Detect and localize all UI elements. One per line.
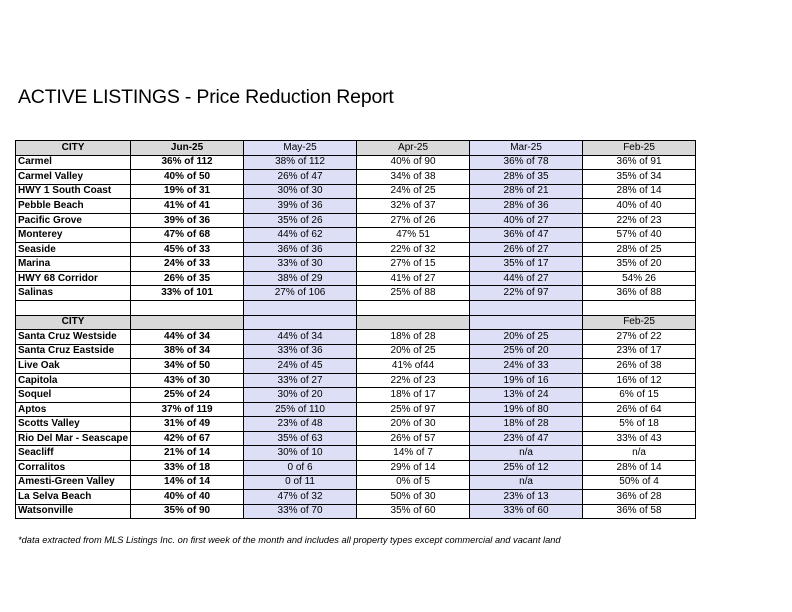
month-value: 26% of 57 (357, 431, 470, 446)
table-row (16, 490, 696, 505)
table-row (16, 286, 696, 301)
month-value: 35% of 26 (244, 213, 357, 228)
month-value: 28% of 36 (470, 199, 583, 214)
spacer-cell (470, 301, 583, 316)
month-value: 35% of 20 (583, 257, 696, 272)
month-value: 25% of 12 (470, 461, 583, 476)
month-value: 34% of 38 (357, 170, 470, 185)
month-value: 40% of 40 (583, 199, 696, 214)
city-name: HWY 68 Corridor (16, 271, 131, 286)
month-value: 23% of 17 (583, 344, 696, 359)
month-value: 27% of 26 (357, 213, 470, 228)
table-row (16, 242, 696, 257)
month-value: 45% of 33 (131, 242, 244, 257)
table-row (16, 359, 696, 374)
month-value: 29% of 14 (357, 461, 470, 476)
month-value: 40% of 50 (131, 170, 244, 185)
table-row (16, 446, 696, 461)
city-name: Monterey (16, 228, 131, 243)
table-row (16, 431, 696, 446)
month-value: 35% of 90 (131, 504, 244, 519)
month-value: 25% of 20 (470, 344, 583, 359)
table-row (16, 257, 696, 272)
month-value: 6% of 15 (583, 388, 696, 403)
month-value: 35% of 60 (357, 504, 470, 519)
month-value: 40% of 90 (357, 155, 470, 170)
month-value: 36% of 88 (583, 286, 696, 301)
month-value: 13% of 24 (470, 388, 583, 403)
city-name: Rio Del Mar - Seascape (16, 431, 131, 446)
month-value: 28% of 14 (583, 461, 696, 476)
month-value: 41% of44 (357, 359, 470, 374)
month-value: 18% of 17 (357, 388, 470, 403)
month-value: 30% of 30 (244, 184, 357, 199)
month-value: 44% of 34 (244, 330, 357, 345)
city-name: Seacliff (16, 446, 131, 461)
month-value: 57% of 40 (583, 228, 696, 243)
month-value: 36% of 78 (470, 155, 583, 170)
table-row (16, 388, 696, 403)
month-value: 33% of 70 (244, 504, 357, 519)
month-value: 34% of 50 (131, 359, 244, 374)
month-value: 33% of 30 (244, 257, 357, 272)
month-value: 36% of 36 (244, 242, 357, 257)
month-value: 38% of 112 (244, 155, 357, 170)
table-row (16, 199, 696, 214)
column-header-month: Feb-25 (583, 141, 696, 156)
month-value: 0 of 6 (244, 461, 357, 476)
column-header-month (244, 315, 357, 330)
city-name: La Selva Beach (16, 490, 131, 505)
month-value: 16% of 12 (583, 373, 696, 388)
city-name: Carmel (16, 155, 131, 170)
city-name: Marina (16, 257, 131, 272)
table-row (16, 330, 696, 345)
city-name: Pebble Beach (16, 199, 131, 214)
month-value: 19% of 16 (470, 373, 583, 388)
month-value: 36% of 91 (583, 155, 696, 170)
city-name: Pacific Grove (16, 213, 131, 228)
month-value: 33% of 18 (131, 461, 244, 476)
month-value: 42% of 67 (131, 431, 244, 446)
month-value: 44% of 62 (244, 228, 357, 243)
column-header-city: CITY (16, 141, 131, 156)
month-value: 26% of 35 (131, 271, 244, 286)
month-value: 44% of 27 (470, 271, 583, 286)
city-name: HWY 1 South Coast (16, 184, 131, 199)
city-name: Soquel (16, 388, 131, 403)
month-value: 18% of 28 (357, 330, 470, 345)
month-value: 19% of 80 (470, 402, 583, 417)
month-value: 20% of 25 (470, 330, 583, 345)
month-value: 47% 51 (357, 228, 470, 243)
month-value: 28% of 35 (470, 170, 583, 185)
city-name: Corralitos (16, 461, 131, 476)
column-header-month: Jun-25 (131, 141, 244, 156)
spacer-cell (16, 301, 131, 316)
month-value: 39% of 36 (131, 213, 244, 228)
column-header-city: CITY (16, 315, 131, 330)
month-value: 38% of 34 (131, 344, 244, 359)
month-value: 44% of 34 (131, 330, 244, 345)
table-row (16, 402, 696, 417)
month-value: 37% of 119 (131, 402, 244, 417)
month-value: 26% of 64 (583, 402, 696, 417)
month-value: 26% of 38 (583, 359, 696, 374)
month-value: 23% of 48 (244, 417, 357, 432)
month-value: 41% of 41 (131, 199, 244, 214)
table-row (16, 504, 696, 519)
table-row (16, 271, 696, 286)
table-row (16, 155, 696, 170)
city-name: Santa Cruz Westside (16, 330, 131, 345)
footnote: *data extracted from MLS Listings Inc. on first week of the month and includes all property types except commercial and vacant land (18, 535, 561, 545)
report-title: ACTIVE LISTINGS - Price Reduction Report (18, 86, 394, 108)
column-header-month (131, 315, 244, 330)
spacer-cell (357, 301, 470, 316)
column-header-month: Apr-25 (357, 141, 470, 156)
month-value: 25% of 97 (357, 402, 470, 417)
month-value: 27% of 106 (244, 286, 357, 301)
month-value: 24% of 45 (244, 359, 357, 374)
month-value: 36% of 47 (470, 228, 583, 243)
column-header-month: Feb-25 (583, 315, 696, 330)
city-name: Santa Cruz Eastside (16, 344, 131, 359)
month-value: 36% of 58 (583, 504, 696, 519)
month-value: 39% of 36 (244, 199, 357, 214)
month-value: 25% of 24 (131, 388, 244, 403)
month-value: 33% of 43 (583, 431, 696, 446)
month-value: 28% of 14 (583, 184, 696, 199)
city-name: Seaside (16, 242, 131, 257)
month-value: n/a (470, 475, 583, 490)
month-value: 22% of 23 (583, 213, 696, 228)
month-value: 25% of 88 (357, 286, 470, 301)
table-row (16, 213, 696, 228)
month-value: 31% of 49 (131, 417, 244, 432)
spacer-cell (244, 301, 357, 316)
month-value: 14% of 14 (131, 475, 244, 490)
month-value: 22% of 32 (357, 242, 470, 257)
column-header-month: Mar-25 (470, 141, 583, 156)
month-value: 35% of 34 (583, 170, 696, 185)
month-value: 19% of 31 (131, 184, 244, 199)
city-name: Carmel Valley (16, 170, 131, 185)
month-value: 20% of 30 (357, 417, 470, 432)
column-header-month (470, 315, 583, 330)
month-value: 36% of 28 (583, 490, 696, 505)
city-name: Scotts Valley (16, 417, 131, 432)
month-value: 36% of 112 (131, 155, 244, 170)
month-value: 25% of 110 (244, 402, 357, 417)
month-value: 43% of 30 (131, 373, 244, 388)
month-value: 24% of 33 (131, 257, 244, 272)
month-value: 26% of 47 (244, 170, 357, 185)
month-value: 35% of 63 (244, 431, 357, 446)
month-value: n/a (470, 446, 583, 461)
month-value: 47% of 32 (244, 490, 357, 505)
month-value: 30% of 20 (244, 388, 357, 403)
city-name: Amesti-Green Valley (16, 475, 131, 490)
table-row (16, 475, 696, 490)
spacer-row (16, 301, 696, 316)
month-value: 23% of 47 (470, 431, 583, 446)
month-value: 5% of 18 (583, 417, 696, 432)
header-row (16, 315, 696, 330)
header-row (16, 141, 696, 156)
month-value: 0 of 11 (244, 475, 357, 490)
month-value: 50% of 4 (583, 475, 696, 490)
month-value: 27% of 15 (357, 257, 470, 272)
month-value: 0% of 5 (357, 475, 470, 490)
column-header-month: May-25 (244, 141, 357, 156)
table-row (16, 461, 696, 476)
month-value: 22% of 97 (470, 286, 583, 301)
month-value: 41% of 27 (357, 271, 470, 286)
month-value: 32% of 37 (357, 199, 470, 214)
month-value: 50% of 30 (357, 490, 470, 505)
price-reduction-table (15, 140, 696, 519)
month-value: 33% of 27 (244, 373, 357, 388)
month-value: 21% of 14 (131, 446, 244, 461)
city-name: Aptos (16, 402, 131, 417)
month-value: 33% of 60 (470, 504, 583, 519)
table-row (16, 417, 696, 432)
month-value: 20% of 25 (357, 344, 470, 359)
spacer-cell (583, 301, 696, 316)
month-value: 27% of 22 (583, 330, 696, 345)
city-name: Salinas (16, 286, 131, 301)
month-value: 18% of 28 (470, 417, 583, 432)
month-value: 33% of 101 (131, 286, 244, 301)
month-value: 23% of 13 (470, 490, 583, 505)
table-body (16, 141, 696, 519)
month-value: n/a (583, 446, 696, 461)
table-row (16, 228, 696, 243)
month-value: 24% of 25 (357, 184, 470, 199)
month-value: 24% of 33 (470, 359, 583, 374)
month-value: 28% of 25 (583, 242, 696, 257)
city-name: Live Oak (16, 359, 131, 374)
city-name: Watsonville (16, 504, 131, 519)
column-header-month (357, 315, 470, 330)
table-row (16, 344, 696, 359)
month-value: 35% of 17 (470, 257, 583, 272)
month-value: 26% of 27 (470, 242, 583, 257)
month-value: 40% of 40 (131, 490, 244, 505)
table-row (16, 184, 696, 199)
city-name: Capitola (16, 373, 131, 388)
month-value: 40% of 27 (470, 213, 583, 228)
table-row (16, 373, 696, 388)
month-value: 14% of 7 (357, 446, 470, 461)
month-value: 38% of 29 (244, 271, 357, 286)
month-value: 33% of 36 (244, 344, 357, 359)
table-row (16, 170, 696, 185)
month-value: 30% of 10 (244, 446, 357, 461)
month-value: 28% of 21 (470, 184, 583, 199)
month-value: 47% of 68 (131, 228, 244, 243)
month-value: 22% of 23 (357, 373, 470, 388)
spacer-cell (131, 301, 244, 316)
month-value: 54% 26 (583, 271, 696, 286)
